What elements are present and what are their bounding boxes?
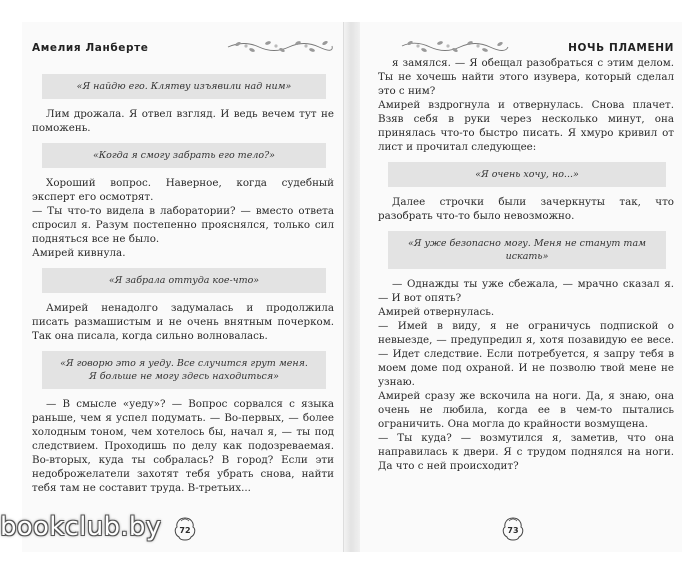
- body-paragraph: — Однажды ты уже сбежала, — мрачно сказал я. — И вот опять? Амирей отвернулась. — Имей в виду, я не ограничусь подпиской о невыезде, — предупредил я, хотя позавидую ее весе. — Идет следствие. Если потребуется, я запру тебя в моем доме под охраной. И не позволю твой мене не узнаю. Амирей сразу же вскочила на ноги. Да, я знаю, она очень не любила, когда ее в чем-то пытались ограничить. Она могла до крайности возмущена. — Ты куда? — возмутился я, заметив, что она направилась к двери. Я с трудом поднялся на ноги. Да что с ней происходит?: [378, 278, 674, 472]
- body-paragraph: Амирей ненадолго задумалась и продолжила писать размашистым и не очень внятным почерком. Так она писала, когда сильно волновалась.: [32, 302, 334, 342]
- handwritten-note: «Когда я смогу забрать его тело?»: [42, 143, 326, 168]
- book-spine: [344, 22, 360, 552]
- page-number: 72: [179, 526, 191, 535]
- handwritten-note: «Я очень хочу, но...»: [388, 162, 666, 187]
- handwritten-note: «Я забрала оттуда кое-что»: [42, 268, 326, 293]
- body-paragraph: Лим дрожала. Я отвел взгляд. И ведь вечем тут не поможень.: [32, 108, 334, 134]
- page-number: 73: [507, 526, 519, 535]
- left-page: [22, 22, 344, 552]
- handwritten-note: «Я говорю это я уеду. Все случится грут меня. Я больше не могу здесь находиться»: [42, 351, 326, 389]
- site-watermark: bookclub.by: [0, 512, 162, 542]
- body-paragraph: Хороший вопрос. Наверное, когда судебный эксперт его осмотрят. — Ты что-то видела в лаборатории? — вместо ответа спросил я. Разум постепенно прояснялся, только сил подняться все не было. Амирей кивнула.: [32, 177, 334, 259]
- right-page-body: [378, 56, 674, 473]
- floral-ornament-icon: [400, 38, 510, 54]
- handwritten-note: «Я уже безопасно могу. Меня не станут там искать»: [388, 231, 666, 269]
- right-page: [360, 22, 682, 552]
- floral-ornament-icon: [224, 38, 334, 54]
- left-page-body: [32, 66, 334, 495]
- handwritten-note: «Я найдю его. Клятву изъявили над ним»: [42, 74, 326, 99]
- body-paragraph: Далее строчки были зачеркнуты так, что разобрать что-то было невозможно.: [378, 196, 674, 222]
- running-head-author: Амелия Ланберте: [32, 42, 149, 54]
- running-head-title: НОЧЬ ПЛАМЕНИ: [568, 42, 674, 54]
- page-number-badge: [172, 516, 198, 542]
- page-number-badge: [500, 516, 526, 542]
- body-paragraph: — В смысле «уеду»? — Вопрос сорвался с языка раньше, чем я успел подумать. — Во-первых, — более холодным тоном, чем хотелось бы, начал я, — ты под следствием. Проходишь по делу как подозреваемая. Во-вторых, куда ты собралась? В город? Если эти недоброжелатели захотят тебя убрать снова, найти тебя там не составит труда. В-третьих...: [32, 398, 334, 494]
- body-paragraph: я замялся. — Я обещал разобраться с этим делом. Ты не хочешь найти этого изувера, который сделал это с ним? Амирей вздрогнула и отвернулась. Снова плачет. Взяв себя в руки через несколько минут, она принялась что-то быстро писать. Я хмуро кривил от лист и прочитал следующее:: [378, 57, 674, 153]
